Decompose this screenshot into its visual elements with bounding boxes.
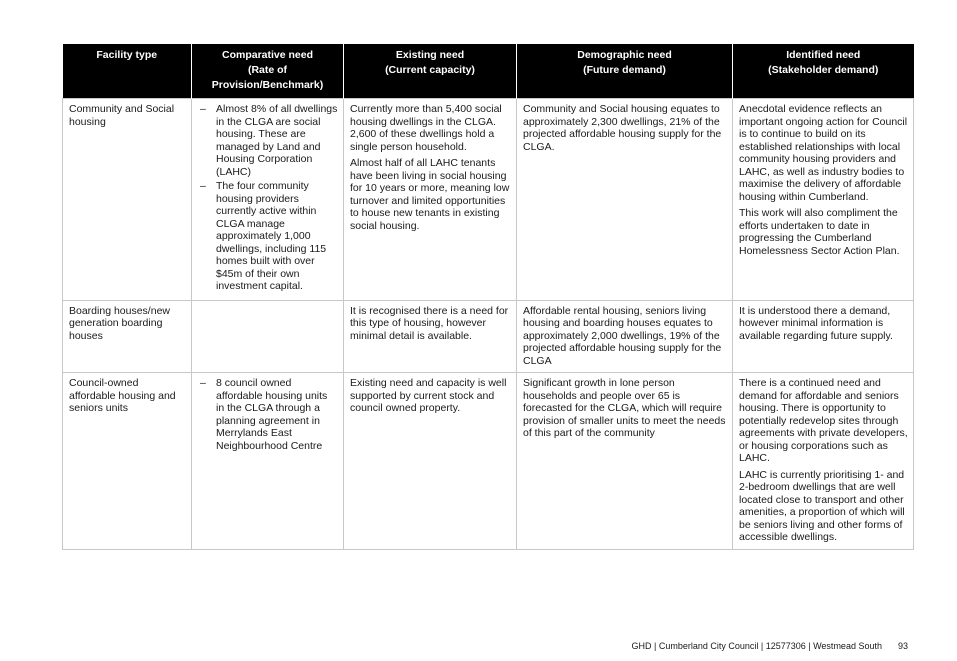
bullet-item (198, 180, 338, 293)
header-title: Demographic need (577, 49, 672, 61)
header-subtitle: (Current capacity) (385, 64, 475, 76)
facility-type-cell: Boarding houses/new generation boarding houses (63, 300, 192, 373)
identified-need-cell (733, 300, 914, 373)
header-facility-type (63, 44, 192, 99)
comparative-need-cell (192, 99, 344, 301)
cell-paragraph: Community and Social housing equates to approximately 2,300 dwellings, 21% of the projected affordable housing supply for the CLGA. (523, 103, 722, 153)
table-body (63, 99, 914, 550)
header-title: Identified need (786, 49, 861, 61)
bullet-text: Almost 8% of all dwellings in the CLGA are social housing. These are managed by Land and Housing Corporation (LAHC) (216, 103, 338, 178)
footer-text: GHD | Cumberland City Council | 12577306 | Westmead South (631, 641, 882, 651)
cell-paragraph: Significant growth in lone person households and people over 65 is forecasted for the CLGA, which will require provision of smaller units to meet the needs of this part of the community (523, 377, 726, 439)
header-title: Facility type (96, 49, 158, 61)
dash-bullet-icon: – (200, 377, 206, 389)
demographic-need-cell (517, 373, 733, 550)
existing-need-cell (344, 373, 517, 550)
table-row (63, 373, 914, 550)
cell-paragraph: Existing need and capacity is well supported by current stock and council owned property. (350, 377, 507, 414)
cell-paragraph: This work will also compliment the efforts undertaken to date in progressing the Cumberland Homelessness Sector Action Plan. (739, 207, 900, 257)
bullet-item (198, 377, 338, 452)
header-title: Comparative need (221, 49, 314, 61)
page-footer (632, 641, 909, 651)
needs-table (62, 44, 914, 550)
header-identified-need (733, 44, 914, 99)
demographic-need-cell (517, 300, 733, 373)
demographic-need-cell (517, 99, 733, 301)
cell-paragraph: There is a continued need and demand for affordable and seniors housing. There is opportunity to potentially redevelop sites through agreements with private developers, or housing corporations such as LAHC. (739, 377, 908, 464)
header-subtitle: (Stakeholder demand) (768, 64, 879, 76)
comparative-need-cell (192, 300, 344, 373)
table-header (63, 44, 914, 99)
facility-type-cell: Council-owned affordable housing and seniors units (63, 373, 192, 550)
cell-paragraph: LAHC is currently prioritising 1- and 2-bedroom dwellings that are well located close to transport and other amenities, a proportion of which will be seniors living and other forms of accessible dwellings. (739, 468, 905, 543)
facility-type-cell: Community and Social housing (63, 99, 192, 301)
comparative-need-cell (192, 373, 344, 550)
bullet-item (198, 103, 338, 178)
table-row (63, 99, 914, 301)
header-row (63, 44, 914, 99)
bullet-text: The four community housing providers currently active within CLGA manage approximately 1,000 dwellings, including 115 homes built with over $45m of their own investment capital. (216, 180, 327, 292)
existing-need-cell (344, 99, 517, 301)
existing-need-cell (344, 300, 517, 373)
header-comparative-need (192, 44, 344, 99)
header-subtitle: (Future demand) (583, 64, 666, 76)
dash-bullet-icon: – (200, 180, 206, 192)
bullet-list (198, 103, 338, 293)
header-existing-need (344, 44, 517, 99)
cell-paragraph: Affordable rental housing, seniors living housing and boarding houses equates to approximately 2,000 dwellings, 19% of the projected affordable housing supply for the CLGA (523, 304, 722, 367)
header-title: Existing need (395, 49, 465, 61)
header-demographic-need (517, 44, 733, 99)
bullet-text: 8 council owned affordable housing units in the CLGA through a planning agreement in Merrylands East Neighbourhood Centre (216, 377, 328, 452)
cell-paragraph: It is recognised there is a need for this type of housing, however minimal detail is available. (350, 304, 509, 342)
header-subtitle: (Rate of Provision/Benchmark) (211, 64, 324, 91)
cell-paragraph: Almost half of all LAHC tenants have been living in social housing for 10 years or more, meaning low turnover and limited opportunities to house new tenants in existing social housing. (350, 157, 510, 232)
cell-paragraph: It is understood there a demand, however minimal information is available regarding future supply. (739, 304, 893, 342)
identified-need-cell (733, 99, 914, 301)
table-row (63, 300, 914, 373)
dash-bullet-icon: – (200, 103, 206, 115)
identified-need-cell (733, 373, 914, 550)
cell-paragraph: Anecdotal evidence reflects an important ongoing action for Council is to continue to build on its established relationships with local community housing providers and LAHC, as well as industry bodies to maximise the delivery of affordable housing within Cumberland. (739, 103, 908, 203)
page-number: 93 (897, 641, 908, 651)
bullet-list (198, 377, 338, 452)
cell-paragraph: Currently more than 5,400 social housing dwellings in the CLGA. 2,600 of these dwellings hold a single person household. (350, 103, 502, 153)
